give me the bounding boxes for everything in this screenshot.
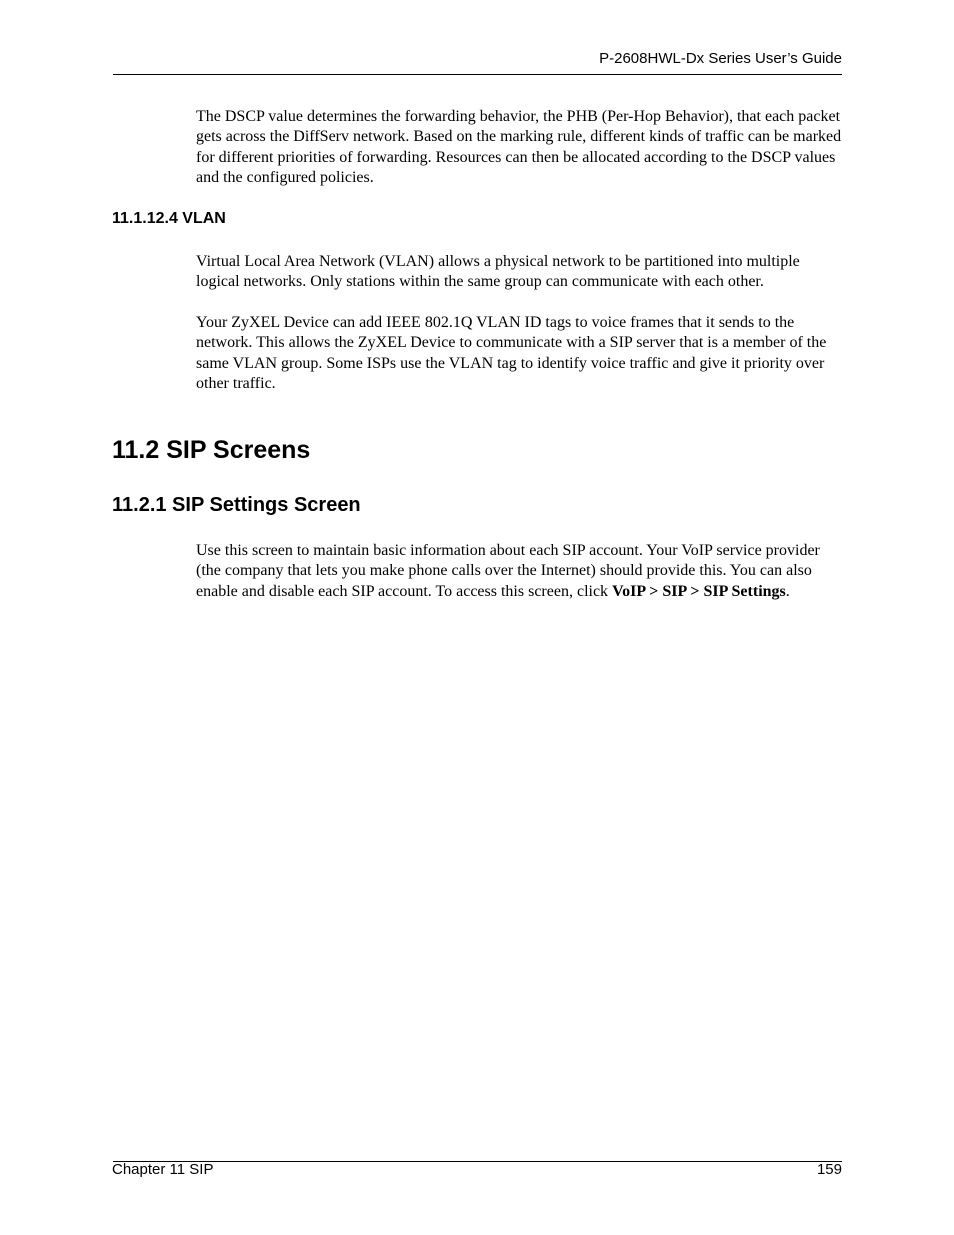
footer-rule	[113, 1161, 842, 1162]
sip-screens-heading: 11.2 SIP Screens	[112, 436, 311, 464]
sip-settings-intro-text: Use this screen to maintain basic information about each SIP account. Your VoIP service provider (the company that lets you make phone calls over the Internet) should provide this. You can also enable and disable each SIP account. To access this screen, click	[196, 542, 820, 600]
vlan-heading: 11.1.12.4 VLAN	[112, 210, 226, 227]
header-rule	[113, 74, 842, 75]
sip-settings-paragraph	[196, 541, 842, 602]
dscp-paragraph: The DSCP value determines the forwarding behavior, the PHB (Per-Hop Behavior), that each packet gets across the DiffServ network. Based on the marking rule, different kinds of traffic can be marked for different priorities of forwarding. Resources can then be allocated according to the DSCP values and the configured policies.	[196, 108, 842, 187]
menu-path: VoIP > SIP > SIP Settings	[612, 582, 786, 600]
vlan-paragraph-1: Virtual Local Area Network (VLAN) allows a physical network to be partitioned into multiple logical networks. Only stations within the same group can communicate with each other.	[196, 253, 800, 291]
sip-settings-screen-heading: 11.2.1 SIP Settings Screen	[112, 494, 361, 516]
page-number: 159	[816, 1161, 842, 1178]
running-header: P-2608HWL-Dx Series User’s Guide	[599, 50, 842, 67]
footer-chapter: Chapter 11 SIP	[112, 1161, 214, 1178]
vlan-paragraph-2: Your ZyXEL Device can add IEEE 802.1Q VLAN ID tags to voice frames that it sends to the network. This allows the ZyXEL Device to communicate with a SIP server that is a member of the same VLAN group. Some ISPs use the VLAN tag to identify voice traffic and give it priority over other traffic.	[196, 314, 827, 393]
sentence-end: .	[785, 582, 790, 600]
